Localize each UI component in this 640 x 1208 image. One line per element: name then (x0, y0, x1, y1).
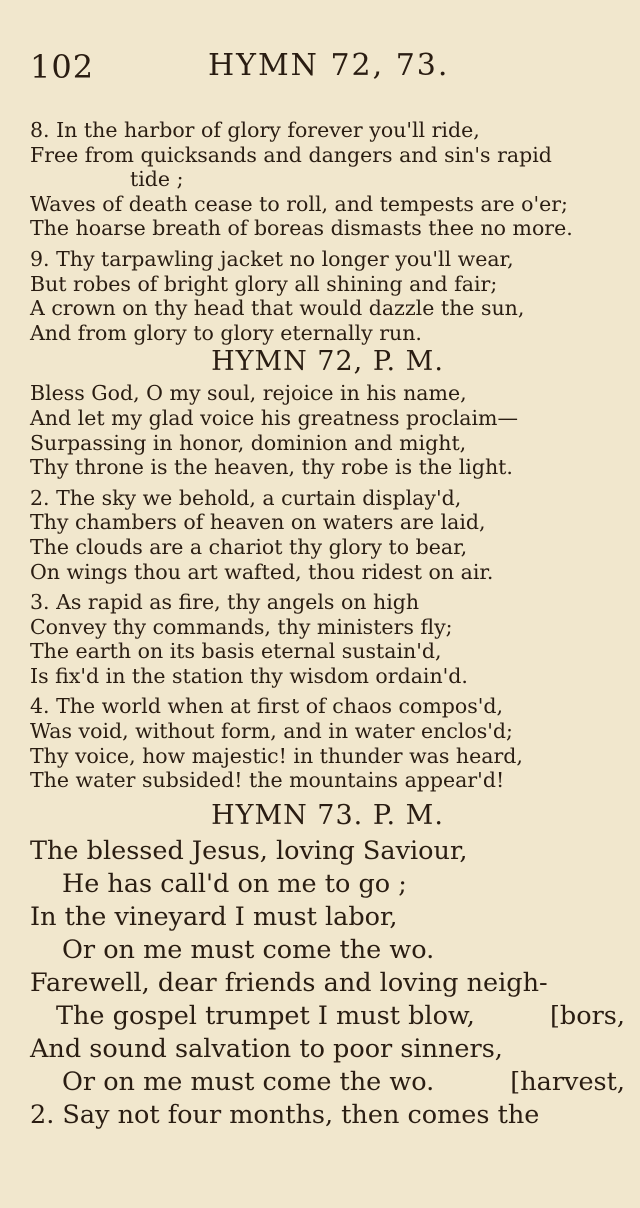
verse-line: 2. The sky we behold, a curtain display'd, (30, 485, 462, 510)
verse-line: Thy voice, how majestic! in thunder was heard, (30, 743, 523, 768)
page-number: 102 (30, 48, 95, 86)
verse-line: 4. The world when at first of chaos compos'd, (30, 694, 504, 719)
verse-line: And sound salvation to poor sinners, (30, 1033, 503, 1064)
verse-line: In the vineyard I must labor, (30, 901, 398, 932)
verse-line: 8. In the harbor of glory forever you'll ride, (30, 118, 480, 142)
running-title: HYMN 72, 73. (208, 48, 450, 83)
verse-line: Waves of death cease to roll, and tempests are o'er; (30, 191, 568, 216)
verse-line: On wings thou art wafted, thou ridest on air. (30, 559, 494, 584)
verse-line: Thy chambers of heaven on waters are laid, (30, 510, 486, 535)
verse-line-with-turnover (30, 1000, 625, 1033)
verse-line: And from glory to glory eternally run. (30, 320, 422, 345)
verse-line: Convey thy commands, thy ministers fly; (30, 614, 453, 639)
hymn-72-stanza-4 (30, 694, 625, 792)
hymn-72-heading: HYMN 72, P. M. (211, 346, 444, 378)
verse-line-with-turnover (30, 1066, 625, 1099)
stanza-8 (30, 118, 625, 241)
hymn-73-stanza-1 (30, 835, 625, 1132)
verse-line: Thy throne is the heaven, thy robe is the light. (30, 455, 513, 480)
verse-line: 2. Say not four months, then comes the (30, 1099, 540, 1130)
verse-line: A crown on thy head that would dazzle the sun, (30, 296, 525, 321)
verse-line: Or on me must come the wo. (62, 934, 435, 965)
verse-line: Free from quicksands and dangers and sin's rapid (30, 142, 552, 167)
page-body (30, 118, 625, 1132)
verse-line: The clouds are a chariot thy glory to bear, (30, 534, 468, 559)
verse-line: 9. Thy tarpawling jacket no longer you'll wear, (30, 246, 514, 271)
turnover-word: [bors, (549, 1000, 625, 1031)
verse-line: Bless God, O my soul, rejoice in his name, (30, 381, 467, 406)
verse-line: The water subsided! the mountains appear'd! (30, 768, 505, 793)
verse-line: But robes of bright glory all shining and fair; (30, 271, 498, 296)
page-header (30, 48, 620, 88)
verse-line: Or on me must come the wo. (62, 1066, 435, 1097)
verse-line: The hoarse breath of boreas dismasts thee no more. (30, 216, 573, 241)
verse-line: Was void, without form, and in water enclos'd; (30, 719, 513, 744)
hymn-73-heading: HYMN 73. P. M. (211, 799, 444, 831)
verse-line: And let my glad voice his greatness proclaim— (30, 405, 518, 430)
verse-line: 3. As rapid as fire, thy angels on high (30, 590, 420, 615)
hymn-72-stanza-1 (30, 381, 625, 479)
hymn-72-stanza-3 (30, 590, 625, 688)
verse-line: Farewell, dear friends and loving neigh- (30, 967, 548, 998)
turnover-word: [harvest, (510, 1066, 625, 1097)
verse-line: He has call'd on me to go ; (62, 868, 407, 899)
hymn-72-stanza-2 (30, 486, 625, 584)
stanza-9 (30, 247, 625, 345)
verse-line: The blessed Jesus, loving Saviour, (30, 835, 468, 866)
verse-line: Surpassing in honor, dominion and might, (30, 430, 467, 455)
verse-line: tide ; (130, 167, 184, 192)
verse-line: The gospel trumpet I must blow, (56, 1000, 475, 1031)
verse-line: The earth on its basis eternal sustain'd, (30, 639, 442, 664)
verse-line: Is fix'd in the station thy wisdom ordain'd. (30, 663, 468, 688)
